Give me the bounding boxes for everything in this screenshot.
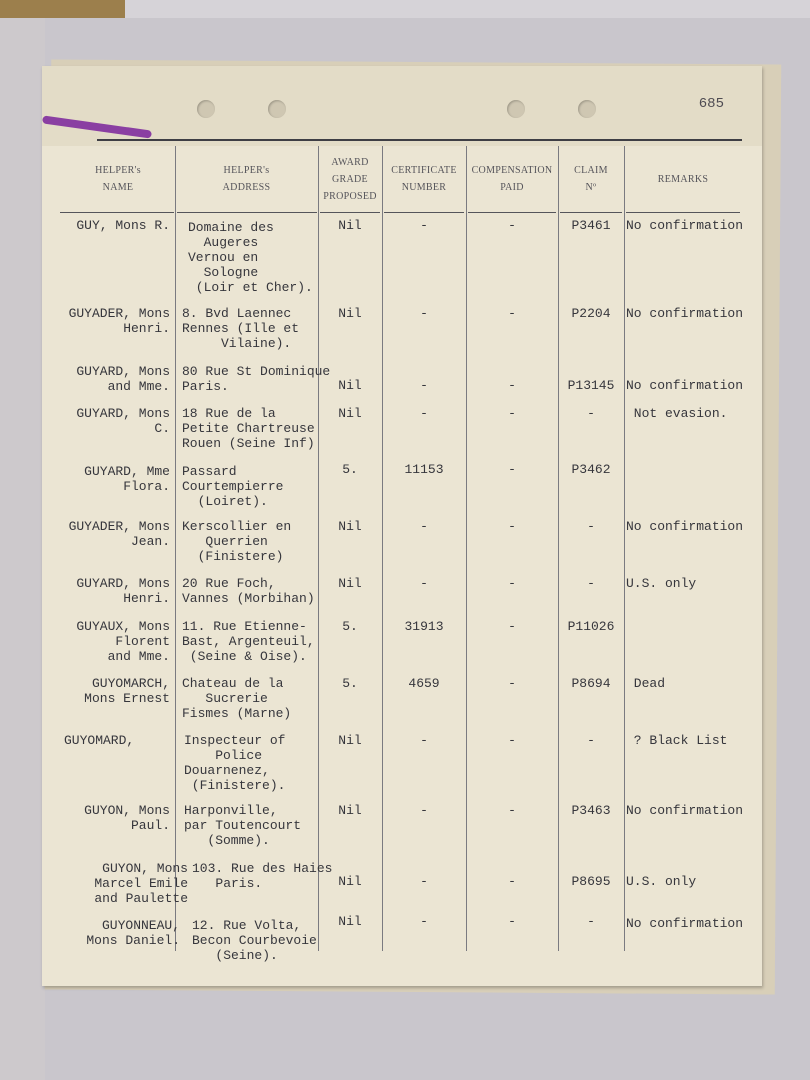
column-header-name	[62, 146, 174, 212]
award-grade: Nil	[338, 306, 362, 321]
award-grade: Nil	[338, 874, 362, 889]
header-text: COMPENSATION PAID	[471, 165, 553, 193]
header-text: AWARD GRADE PROPOSED	[323, 156, 377, 202]
helper-address: 18 Rue de la Petite Chartreuse Rouen (Seine Inf)	[182, 406, 315, 451]
column-header-claim	[558, 146, 624, 212]
certificate-number: 11153	[404, 462, 444, 477]
claim-number: P13145	[567, 378, 615, 393]
header-underline	[177, 212, 317, 213]
punch-hole	[268, 100, 286, 118]
column-divider	[382, 146, 383, 951]
column-divider	[175, 146, 176, 951]
helper-address: 103. Rue des Haies Paris.	[192, 861, 333, 891]
award-grade: Nil	[338, 406, 362, 421]
punch-hole	[197, 100, 215, 118]
header-underline	[468, 212, 556, 213]
compensation-paid: -	[508, 519, 516, 534]
certificate-number: -	[420, 914, 428, 929]
column-header-remarks	[624, 146, 742, 212]
helper-address: Kerscollier en Querrien (Finistere)	[182, 519, 292, 564]
column-header-address	[175, 146, 318, 212]
header-text: REMARKS	[657, 173, 709, 185]
punch-hole	[507, 100, 525, 118]
column-divider	[558, 146, 559, 951]
award-grade: Nil	[338, 914, 362, 929]
claim-number: -	[587, 406, 595, 421]
award-grade: 5.	[342, 462, 358, 477]
helper-name: GUYARD, Mons C.	[76, 406, 170, 436]
column-divider	[624, 146, 625, 951]
page-number: 685	[698, 96, 724, 112]
certificate-number: 31913	[404, 619, 444, 634]
helper-address: Passard Courtempierre (Loiret).	[182, 464, 284, 509]
compensation-paid: -	[508, 619, 516, 634]
helper-address: Domaine des Augeres Vernou en Sologne (Loir et Cher).	[188, 220, 313, 295]
claim-number: -	[587, 914, 595, 929]
award-grade: Nil	[338, 218, 362, 233]
award-grade: 5.	[342, 619, 358, 634]
helper-name: GUYARD, Mons and Mme.	[76, 364, 170, 394]
compensation-paid: -	[508, 406, 516, 421]
helper-name: GUYADER, Mons Jean.	[68, 519, 170, 549]
remarks: No confirmation	[626, 916, 744, 931]
helper-address: 80 Rue St Dominique Paris.	[182, 364, 331, 394]
remarks: No confirmation	[626, 378, 744, 393]
helper-name: GUYOMARCH, Mons Ernest	[84, 676, 170, 706]
column-header-award	[318, 146, 382, 212]
certificate-number: -	[420, 733, 428, 748]
header-underline	[60, 212, 174, 213]
header-text: HELPER's NAME	[95, 165, 141, 193]
claim-number: P2204	[571, 306, 611, 321]
claim-number: -	[587, 733, 595, 748]
compensation-paid: -	[508, 803, 516, 818]
remarks: U.S. only	[626, 874, 697, 889]
header-text: CERTIFICATE NUMBER	[391, 165, 457, 193]
helper-name: GUYON, Mons Marcel Emile and Paulette	[94, 861, 188, 906]
header-underline	[384, 212, 464, 213]
helper-address: 12. Rue Volta, Becon Courbevoie (Seine).	[192, 918, 317, 963]
helper-name: GUYARD, Mons Henri.	[76, 576, 170, 606]
compensation-paid: -	[508, 462, 516, 477]
column-header-compensation	[466, 146, 558, 212]
claim-number: -	[587, 519, 595, 534]
helper-address: Inspecteur of Police Douarnenez, (Finistere).	[184, 733, 286, 793]
certificate-number: -	[420, 803, 428, 818]
remarks: No confirmation	[626, 519, 744, 534]
sleeve-left-edge	[0, 18, 45, 1080]
header-text: HELPER's ADDRESS	[222, 165, 271, 193]
helper-address: 20 Rue Foch, Vannes (Morbihan)	[182, 576, 315, 606]
certificate-number: -	[420, 406, 428, 421]
award-grade: Nil	[338, 803, 362, 818]
remarks: No confirmation	[626, 306, 744, 321]
remarks: Dead	[626, 676, 666, 691]
column-divider	[466, 146, 467, 951]
helper-name: GUYAUX, Mons Florent and Mme.	[76, 619, 170, 664]
compensation-paid: -	[508, 874, 516, 889]
remarks: U.S. only	[626, 576, 697, 591]
column-divider	[318, 146, 319, 951]
remarks: No confirmation	[626, 803, 744, 818]
award-grade: Nil	[338, 378, 362, 393]
header-underline	[560, 212, 622, 213]
helper-address: 11. Rue Etienne- Bast, Argenteuil, (Seine & Oise).	[182, 619, 315, 664]
header-text: CLAIM Nº	[574, 165, 608, 193]
certificate-number: -	[420, 378, 428, 393]
compensation-paid: -	[508, 914, 516, 929]
helper-name: GUY, Mons R.	[76, 218, 170, 233]
award-grade: Nil	[338, 519, 362, 534]
helper-name: GUYOMARD,	[64, 733, 135, 748]
helper-address: Chateau de la Sucrerie Fismes (Marne)	[182, 676, 292, 721]
document-page	[42, 66, 762, 986]
helper-name: GUYARD, Mme Flora.	[84, 464, 170, 494]
compensation-paid: -	[508, 218, 516, 233]
certificate-number: -	[420, 519, 428, 534]
claim-number: P8694	[571, 676, 611, 691]
compensation-paid: -	[508, 576, 516, 591]
claim-number: P3461	[571, 218, 611, 233]
header-underline	[626, 212, 740, 213]
punch-hole	[578, 100, 596, 118]
claim-number: P3462	[571, 462, 611, 477]
certificate-number: -	[420, 874, 428, 889]
claim-number: P8695	[571, 874, 611, 889]
claim-number: P11026	[567, 619, 615, 634]
certificate-number: -	[420, 306, 428, 321]
award-grade: 5.	[342, 676, 358, 691]
remarks: Not evasion.	[626, 406, 728, 421]
remarks: No confirmation	[626, 218, 744, 233]
header-underline	[320, 212, 380, 213]
claim-number: -	[587, 576, 595, 591]
remarks: ? Black List	[626, 733, 728, 748]
helper-address: 8. Bvd Laennec Rennes (Ille et Vilaine).	[182, 306, 300, 351]
certificate-number: 4659	[408, 676, 440, 691]
compensation-paid: -	[508, 306, 516, 321]
certificate-number: -	[420, 218, 428, 233]
award-grade: Nil	[338, 576, 362, 591]
helper-name: GUYONNEAU, Mons Daniel.	[86, 918, 180, 948]
certificate-number: -	[420, 576, 428, 591]
claim-number: P3463	[571, 803, 611, 818]
helper-address: Harponville, par Toutencourt (Somme).	[184, 803, 302, 848]
helper-name: GUYADER, Mons Henri.	[68, 306, 170, 336]
compensation-paid: -	[508, 676, 516, 691]
header-top-rule	[97, 139, 742, 141]
helper-name: GUYON, Mons Paul.	[84, 803, 170, 833]
compensation-paid: -	[508, 733, 516, 748]
column-header-certificate	[382, 146, 466, 212]
award-grade: Nil	[338, 733, 362, 748]
compensation-paid: -	[508, 378, 516, 393]
